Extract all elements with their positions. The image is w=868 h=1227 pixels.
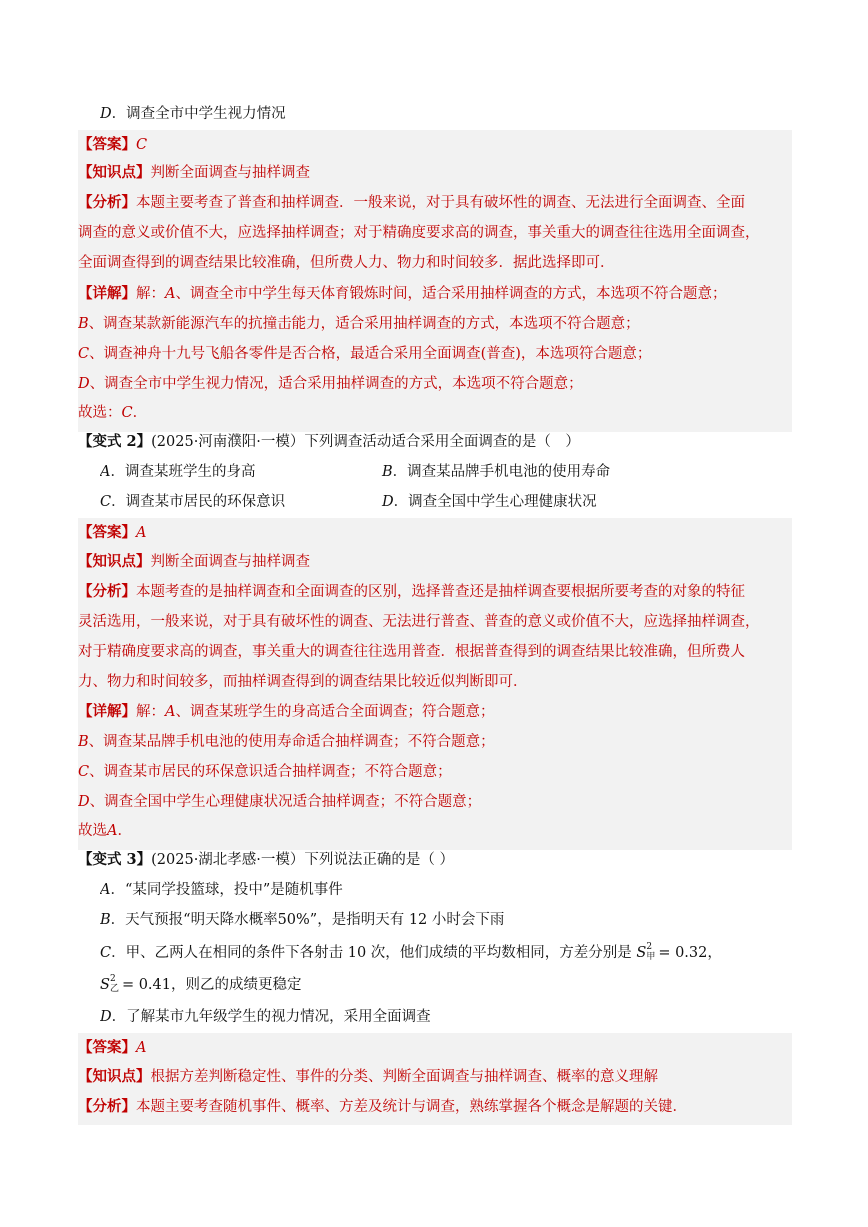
q2-detail-d: D、调查全国中学生心理健康状况适合抽样调查；不符合题意；	[78, 794, 482, 810]
q2-analysis-line4: 力、物力和时间较多，而抽样调查得到的调查结果比较近似判断即可．	[78, 674, 528, 690]
q2-choice: 故选A．	[78, 823, 132, 839]
q2-option-d: D．调查全国中学生心理健康状况	[382, 494, 597, 510]
variance-yi-formula: S 2 乙 = 0.41	[100, 974, 171, 994]
q3-option-d: D．了解某市九年级学生的视力情况，采用全面调查	[100, 1009, 431, 1025]
q2-analysis-line1: 【分析】本题考查的是抽样调查和全面调查的区别，选择普查还是抽样调查要根据所要考查的对象的特征	[78, 583, 745, 600]
q1-detail-a: 【详解】解：A、调查全市中学生每天体育锻炼时间，适合采用抽样调查的方式，本选项不符合题意；	[78, 285, 727, 302]
q2-detail-c: C、调查某市居民的环保意识适合抽样调查；不符合题意；	[78, 764, 452, 780]
q3-answer: 【答案】A	[78, 1039, 147, 1056]
q1-option-d: D．调查全市中学生视力情况	[100, 106, 286, 122]
q1-answer: 【答案】C	[78, 136, 148, 153]
q2-analysis-line3: 对于精确度要求高的调查，事关重大的调查往往选用普查．根据普查得到的调查结果比较准确，但所费人	[78, 644, 745, 660]
q1-detail-c: C、调查神舟十九号飞船各零件是否合格，最适合采用全面调查(普查)，本选项符合题意；	[78, 346, 652, 362]
q2-option-c: C．调查某市居民的环保意识	[100, 494, 286, 510]
q2-option-b: B．调查某品牌手机电池的使用寿命	[382, 464, 611, 480]
q1-analysis-line2: 调查的意义或价值不大，应选择抽样调查；对于精确度要求高的调查，事关重大的调查往往选用全面调查，	[78, 225, 760, 241]
q2-options-row1	[100, 457, 790, 487]
q3-option-a: A．“某同学投篮球，投中”是随机事件	[100, 882, 343, 898]
q2-analysis-line2: 灵活选用，一般来说，对于具有破坏性的调查、无法进行普查、普查的意义或价值不大，应选择抽样调查，	[78, 614, 760, 630]
q1-detail-d: D、调查全市中学生视力情况，适合采用抽样调查的方式，本选项不符合题意；	[78, 376, 583, 392]
q3-analysis-line1: 【分析】本题主要考查随机事件、概率、方差及统计与调查，熟练掌握各个概念是解题的关键．	[78, 1098, 687, 1115]
q2-detail-b: B、调查某品牌手机电池的使用寿命适合抽样调查；不符合题意；	[78, 734, 495, 750]
q1-analysis-line3: 全面调查得到的调查结果比较准确，但所费人力、物力和时间较多．据此选择即可．	[78, 255, 615, 271]
q2-answer: 【答案】A	[78, 524, 147, 541]
q1-analysis-line1: 【分析】本题主要考查了普查和抽样调查．一般来说，对于具有破坏性的调查、无法进行全面调查、全面	[78, 194, 745, 211]
q1-knowledge: 【知识点】判断全面调查与抽样调查	[78, 164, 310, 181]
q3-option-c-line2: S 2 乙 = 0.41，则乙的成绩更稳定	[100, 974, 302, 994]
q2-option-a: A．调查某班学生的身高	[100, 464, 256, 480]
variance-jia-formula: S 2 甲 = 0.32	[636, 942, 708, 962]
q2-stem: 【变式 2】(2025·河南濮阳·一模）下列调查活动适合采用全面调查的是（ ）	[78, 433, 580, 450]
q2-detail-a: 【详解】解：A、调查某班学生的身高适合全面调查；符合题意；	[78, 703, 495, 720]
q1-choice: 故选：C．	[78, 405, 148, 421]
q2-options-row2	[100, 487, 790, 517]
q3-stem: 【变式 3】(2025·湖北孝感·一模）下列说法正确的是（ ）	[78, 851, 455, 868]
q3-knowledge: 【知识点】根据方差判断稳定性、事件的分类、判断全面调查与抽样调查、概率的意义理解	[78, 1068, 658, 1085]
q1-detail-b: B、调查某款新能源汽车的抗撞击能力，适合采用抽样调查的方式，本选项不符合题意；	[78, 316, 640, 332]
q3-option-c-line1: C．甲、乙两人在相同的条件下各射击 10 次，他们成绩的平均数相同，方差分别是 S 2 甲 = 0.32，	[100, 942, 722, 962]
q2-knowledge: 【知识点】判断全面调查与抽样调查	[78, 553, 310, 570]
q3-option-b: B．天气预报“明天降水概率50%”，是指明天有 12 小时会下雨	[100, 912, 505, 928]
